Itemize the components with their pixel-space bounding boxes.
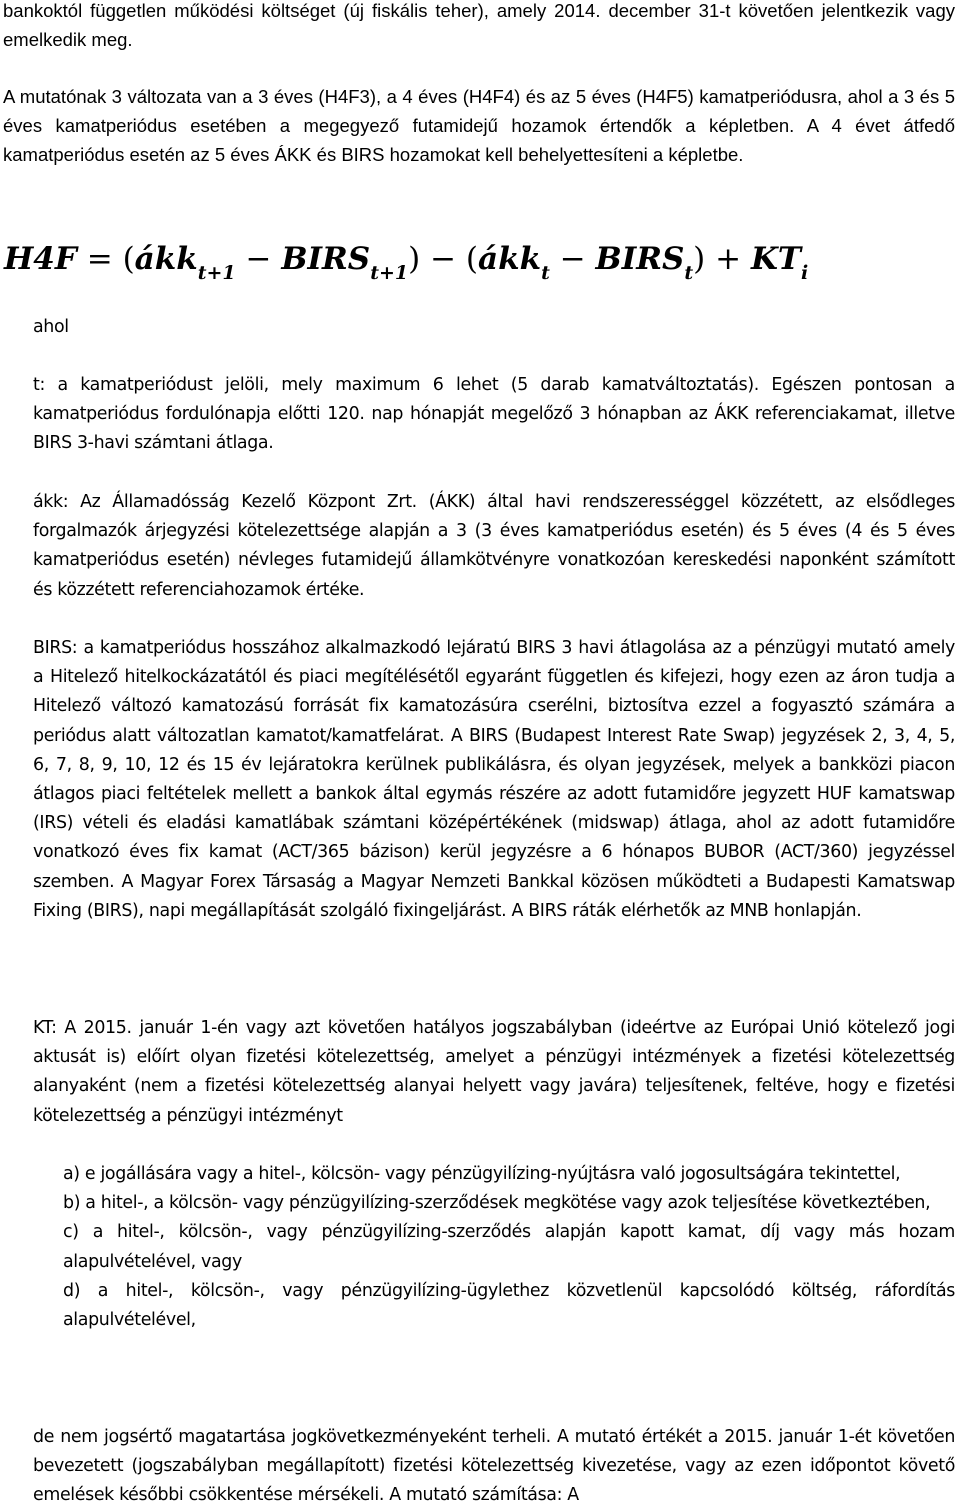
paragraph-kt-definition: KT: A 2015. január 1-én vagy azt követően hatályos jogszabályban (ideértve az Európai Unió kötelező jogi aktusát is) előírt olyan fizetési kötelezettség, amelyet a pénzügyi intézmények a fizetési kötelezettség alanyaként (nem a fizetési kötelezettség alanyai helyett vagy javára) teljesítenek, feltéve, hogy e fizetési kötelezettség a pénzügyi intézményt [33, 1018, 955, 1126]
formula-subscript: t+1 [197, 262, 236, 284]
list-item: c) a hitel-, kölcsön-, vagy pénzügyilízing-szerződés alapján kapott kamat, díj vagy más hozam alapulvételével, vagy [63, 1222, 955, 1272]
paragraph-closing: de nem jogsértő magatartása jogkövetkezményeként terheli. A mutató értékét a 2015. január 1-ét követően bevezetett (jogszabályban megállapított) fizetési kötelezettség kivezetése, vagy az ezen időpontot követő emelések későbbi csökkentése mérsékeli. A mutató számítása: A [33, 1427, 955, 1506]
formula-close-paren: ) [408, 241, 421, 277]
kt-conditions-list [63, 1160, 955, 1335]
formula-akk: ákk [134, 241, 198, 277]
formula-minus: − [420, 241, 466, 277]
h4f-formula [4, 233, 808, 285]
paragraph-intro-tail: bankoktól független működési költséget (új fiskális teher), amely 2014. december 31-t követően jelentkezik vagy emelkedik meg. [3, 0, 955, 50]
paragraph-birs-definition: BIRS: a kamatperiódus hosszához alkalmazkodó lejáratú BIRS 3 havi átlagolása az a pénzügyi mutató amely a Hitelező hitelkockázatától és piaci megítélésétől egyaránt független és kifejezi, hogy ezen az áron tudja a Hitelező változó kamatozású forrását fix kamatozásúra cserélni, biztosítva ezzel a fogyasztó számára a periódus alatt változatlan kamatot/kamatfelárat. A BIRS (Budapest Interest Rate Swap) jegyzések 2, 3, 4, 5, 6, 7, 8, 9, 10, 12 és 15 év lejáratokra kerülnek publikálásra, és olyan jegyzések, melyek a bankközi piacon átlagos piaci feltételek mellett a bankok által egymás részére az adott futamidőre jegyzett HUF kamatswap (IRS) vételi és eladási kamatlábak számtani középértékének (midswap) átlaga, ahol az adott futamidőre vonatkozó éves fix kamat (ACT/365 bázison) kerül jegyzésre a 6 hónapos BUBOR (ACT/360) jegyzéssel szemben. A Magyar Forex Társaság a Magyar Nemzeti Bankkal közösen működteti a Budapesti Kamatswap Fixing (BIRS), napi megállapítását szolgáló fixingeljárást. A BIRS ráták elérhetők az MNB honlapján. [33, 638, 955, 921]
list-item: d) a hitel-, kölcsön-, vagy pénzügyilízing-ügylethez közvetlenül kapcsolódó költség, ráfordítás alapulvételével, [63, 1280, 955, 1331]
formula-minus: − [549, 241, 596, 277]
formula-open-paren: ( [122, 241, 135, 277]
formula-plus: + [705, 241, 751, 277]
paragraph-t-definition: t: a kamatperiódust jelöli, mely maximum 6 lehet (5 darab kamatváltoztatás). Egészen pontosan a kamatperiódus fordulónapja előtti 120. nap hónapját megelőző 3 hónapban az ÁKK referenciakamat, illetve BIRS 3-havi számtani átlaga. [33, 375, 955, 454]
paragraph-variants: A mutatónak 3 változata van a 3 éves (H4F3), a 4 éves (H4F4) és az 5 éves (H4F5) kamatperiódusra, ahol a 3 és 5 éves kamatperiódus esetében a megegyező futamidejű hozamok értendők a képletben. A 4 évet átfedő kamatperiódus esetén az 5 éves ÁKK és BIRS hozamokat kell behelyettesíteni a képletbe. [3, 86, 955, 165]
formula-subscript: t [684, 262, 694, 284]
formula-akk: ákk [478, 241, 542, 277]
list-item: a) e jogállására vagy a hitel-, kölcsön- vagy pénzügyilízing-nyújtásra való jogosultságára tekintettel, [63, 1164, 901, 1184]
formula-subscript: t [541, 262, 550, 284]
formula-equals: = [76, 241, 123, 277]
formula-minus: − [235, 241, 282, 277]
paragraph-akk-definition: ákk: Az Államadósság Kezelő Központ Zrt. (ÁKK) által havi rendszerességgel közzétett, az elsődleges forgalmazók árjegyzési kötelezettsége alapján a 3 (3 éves kamatperiódus esetén) és 5 éves (4 és 5 éves kamatperiódus esetén) névleges futamidejű államkötvényre vonatkozóan kereskedési naponként számított és közzétett referenciahozamok értéke. [33, 492, 955, 600]
formula-close-paren: ) [693, 241, 706, 277]
formula-subscript: i [800, 262, 809, 284]
formula-birs: BIRS [595, 241, 685, 277]
formula-birs: BIRS [281, 241, 371, 277]
formula-kt: KT [750, 241, 801, 277]
paragraph-ahol: ahol [33, 317, 69, 337]
list-item: b) a hitel-, a kölcsön- vagy pénzügyilízing-szerződések megkötése vagy azok teljesítése következtében, [63, 1193, 931, 1214]
formula-lhs: H4F [4, 241, 77, 277]
formula-subscript: t+1 [370, 262, 409, 284]
formula-open-paren: ( [465, 241, 479, 277]
